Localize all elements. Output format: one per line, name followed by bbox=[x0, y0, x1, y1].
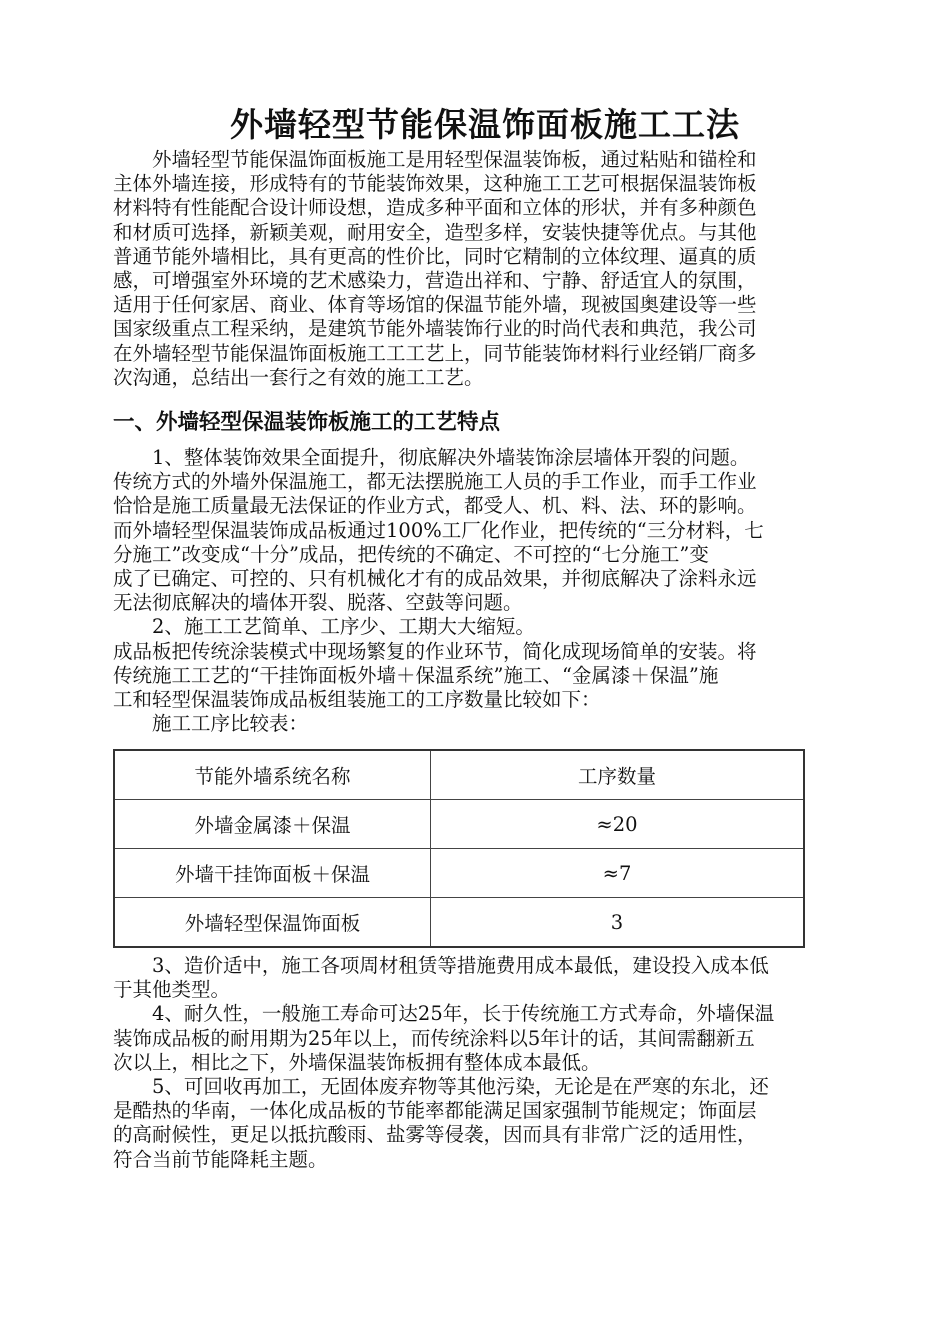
text-line: 传统施工工艺的“干挂饰面板外墙＋保温系统”施工、“金属漆＋保温”施 bbox=[113, 663, 719, 687]
text-line: 恰恰是施工质量最无法保证的作业方式，都受人、机、料、法、环的影响。 bbox=[113, 494, 757, 518]
table-cell: 外墙金属漆＋保温 bbox=[114, 800, 431, 849]
table-row bbox=[114, 849, 804, 898]
text-line: 国家级重点工程采纳，是建筑节能外墙装饰行业的时尚代表和典范，我公司 bbox=[113, 317, 757, 341]
section-heading: 一、外墙轻型保温装饰板施工的工艺特点 bbox=[113, 410, 501, 435]
text-line: 成品板把传统涂装模式中现场繁复的作业环节，简化成现场简单的安装。将 bbox=[113, 639, 757, 663]
table-cell: 3 bbox=[431, 898, 805, 948]
table-cell: 外墙轻型保温饰面板 bbox=[114, 898, 431, 948]
table-header-cell: 工序数量 bbox=[431, 750, 805, 800]
text-line: 次以上，相比之下，外墙保温装饰板拥有整体成本最低。 bbox=[113, 1050, 601, 1074]
text-line: 传统方式的外墙外保温施工，都无法摆脱施工人员的手工作业，而手工作业 bbox=[113, 470, 757, 494]
text-line: 施工工序比较表： bbox=[113, 712, 309, 736]
text-line: 在外墙轻型节能保温饰面板施工工工艺上，同节能装饰材料行业经销厂商多 bbox=[113, 341, 757, 365]
table-row bbox=[114, 898, 804, 948]
text-line: 而外墙轻型保温装饰成品板通过100%工厂化作业，把传统的“三分材料，七 bbox=[113, 518, 764, 542]
text-line: 1、整体装饰效果全面提升，彻底解决外墙装饰涂层墙体开裂的问题。 bbox=[113, 446, 750, 469]
text-line: 感，可增强室外环境的艺术感染力，营造出祥和、宁静、舒适宜人的氛围， bbox=[113, 269, 757, 293]
text-line: 和材质可选择，新颖美观，耐用安全，造型多样，安装快捷等优点。与其他 bbox=[113, 220, 757, 244]
text-line: 工和轻型保温装饰成品板组装施工的工序数量比较如下： bbox=[113, 688, 601, 712]
table-cell: ≈20 bbox=[431, 800, 805, 849]
text-line: 2、施工工艺简单、工序少、工期大大缩短。 bbox=[113, 615, 535, 639]
text-line: 的高耐候性，更足以抵抗酸雨、盐雾等侵袭，因而具有非常广泛的适用性， bbox=[113, 1123, 757, 1147]
text-line: 无法彻底解决的墙体开裂、脱落、空鼓等问题。 bbox=[113, 591, 523, 615]
table-header-cell: 节能外墙系统名称 bbox=[114, 750, 431, 800]
section-body bbox=[113, 446, 865, 736]
text-line: 适用于任何家居、商业、体育等场馆的保温节能外墙，现被国奥建设等一些 bbox=[113, 293, 757, 317]
text-line: 5、可回收再加工，无固体废弃物等其他污染，无论是在严寒的东北，还 bbox=[113, 1075, 769, 1099]
document-title: 外墙轻型节能保温饰面板施工工法 bbox=[230, 105, 740, 144]
table-cell: ≈7 bbox=[431, 849, 805, 898]
text-line: 主体外墙连接，形成特有的节能装饰效果，这种施工工艺可根据保温装饰板 bbox=[113, 172, 757, 196]
text-line: 材料特有性能配合设计师设想，造成多种平面和立体的形状，并有多种颜色 bbox=[113, 196, 757, 220]
text-line: 分施工”改变成“十分”成品，把传统的不确定、不可控的“七分施工”变 bbox=[113, 542, 709, 566]
table-header-row bbox=[114, 750, 804, 800]
text-line: 于其他类型。 bbox=[113, 978, 231, 1002]
text-line: 成了已确定、可控的、只有机械化才有的成品效果，并彻底解决了涂料永远 bbox=[113, 567, 757, 591]
text-line: 普通节能外墙相比，具有更高的性价比，同时它精制的立体纹理、逼真的质 bbox=[113, 244, 757, 268]
text-line: 符合当前节能降耗主题。 bbox=[113, 1147, 328, 1171]
text-line: 装饰成品板的耐用期为25年以上，而传统涂料以5年计的话，其间需翻新五 bbox=[113, 1026, 755, 1050]
table-cell: 外墙干挂饰面板＋保温 bbox=[114, 849, 431, 898]
text-line: 4、耐久性，一般施工寿命可达25年，长于传统施工方式寿命，外墙保温 bbox=[113, 1002, 775, 1026]
text-line: 外墙轻型节能保温饰面板施工是用轻型保温装饰板，通过粘贴和锚栓和 bbox=[113, 148, 757, 171]
section-body-continued bbox=[113, 954, 865, 1172]
intro-paragraph bbox=[113, 148, 865, 390]
text-line: 3、造价适中，施工各项周材租赁等措施费用成本最低，建设投入成本低 bbox=[113, 954, 769, 977]
process-comparison-table bbox=[113, 749, 805, 948]
text-line: 次沟通，总结出一套行之有效的施工工艺。 bbox=[113, 365, 484, 389]
text-line: 是酷热的华南，一体化成品板的节能率都能满足国家强制节能规定；饰面层 bbox=[113, 1099, 757, 1123]
table-row bbox=[114, 800, 804, 849]
